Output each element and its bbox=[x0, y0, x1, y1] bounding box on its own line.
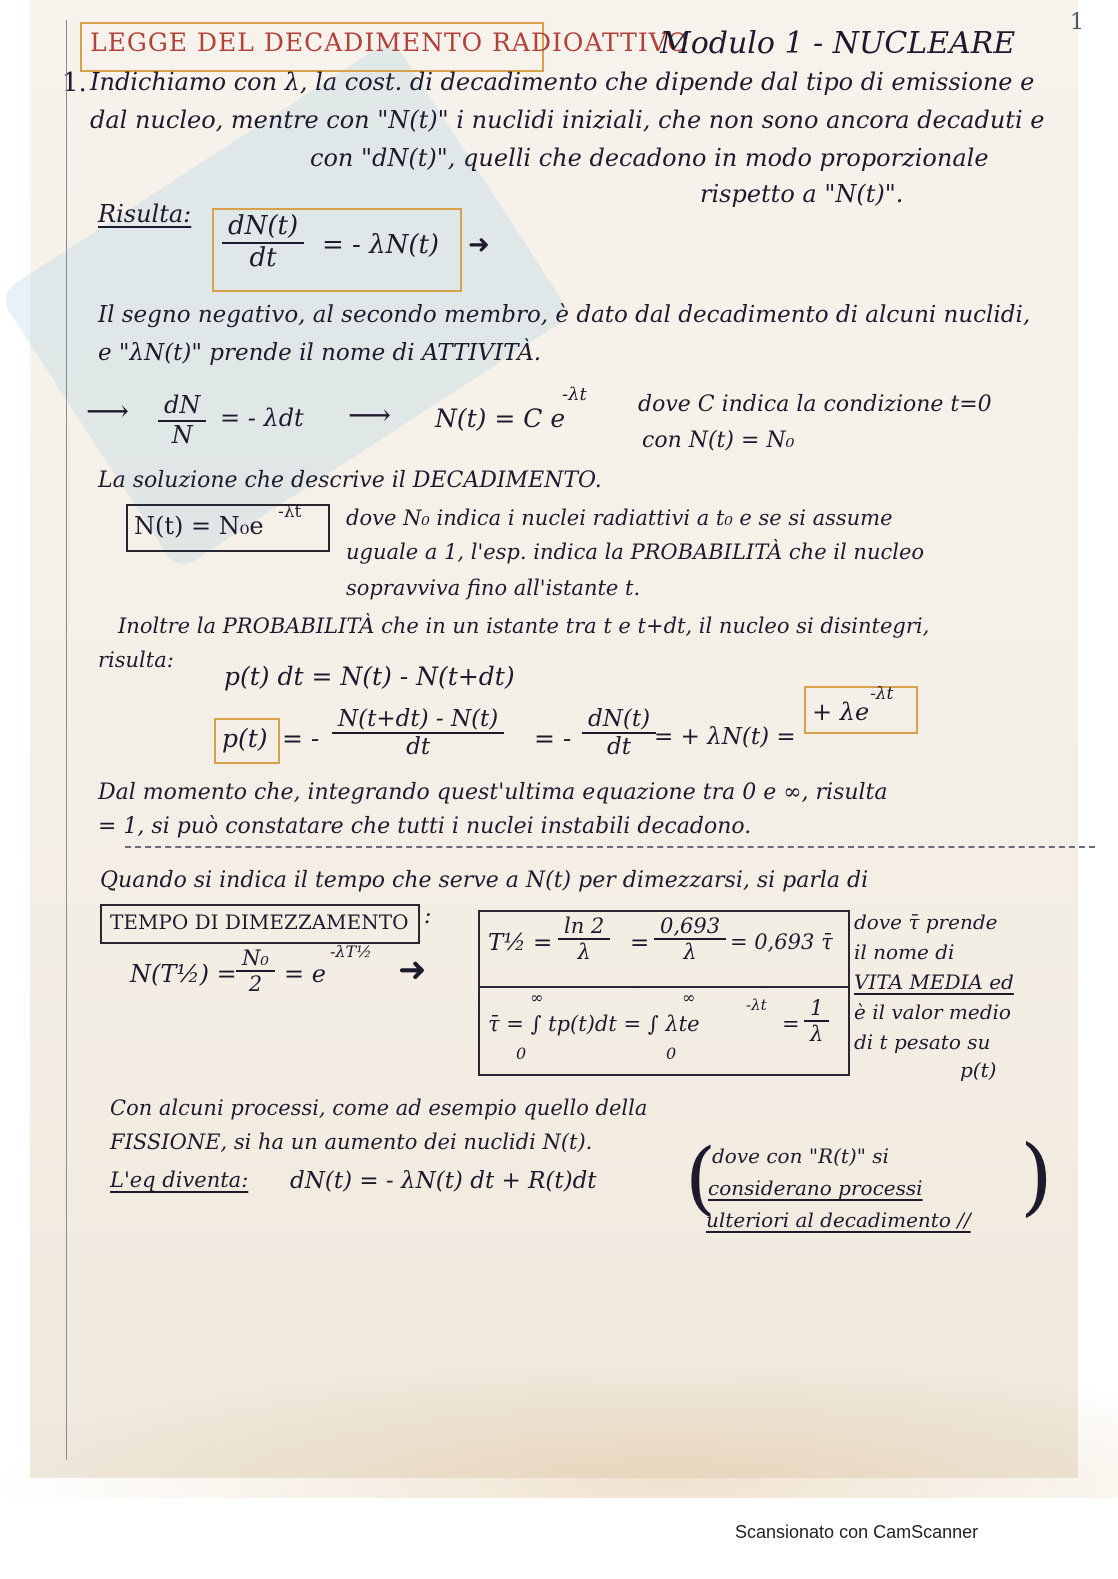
box2-fraction bbox=[804, 996, 829, 1046]
scanned-page bbox=[30, 0, 1084, 1478]
halflife-label: TEMPO DI DIMEZZAMENTO bbox=[110, 910, 409, 934]
eq2-left-arrow: ⟶ bbox=[86, 394, 130, 429]
fission-equation: dN(t) = - λN(t) dt + R(t)dt bbox=[290, 1168, 597, 1194]
box1-lhs: T½ = bbox=[488, 930, 553, 956]
integration-line-2: = 1, si può constatare che tutti i nuclei instabili decadono. bbox=[98, 814, 752, 839]
halflife-note-4: è il valor medio bbox=[854, 1000, 1011, 1024]
probability-eq-end: = + λN(t) = bbox=[654, 724, 796, 750]
fission-bracket-right: ) bbox=[1020, 1127, 1053, 1225]
box1-end: = 0,693 τ̄ bbox=[730, 930, 833, 954]
intro-line-4: rispetto a "N(t)". bbox=[700, 180, 904, 208]
box1-fraction-1-num: ln 2 bbox=[558, 914, 610, 940]
box1-equals: = bbox=[630, 930, 650, 956]
fission-label: L'eq diventa: bbox=[110, 1168, 249, 1192]
box2-int-lower-1: 0 bbox=[516, 1044, 527, 1063]
eq2-note-2: con N(t) = N₀ bbox=[642, 428, 795, 453]
probability-fraction-c bbox=[582, 706, 656, 761]
fission-note-2: considerano processi bbox=[708, 1176, 923, 1200]
box1-fraction-2-den: λ bbox=[683, 940, 697, 965]
halflife-eq-fraction-num: N₀ bbox=[236, 946, 275, 972]
page-number: 1 bbox=[1070, 10, 1084, 35]
fission-bracket-left: ( bbox=[685, 1131, 717, 1224]
module-title: Modulo 1 - NUCLEARE bbox=[660, 26, 1016, 61]
decay-formula: N(t) = N₀e bbox=[134, 512, 264, 540]
activity-line-1: Il segno negativo, al secondo membro, è dato dal decadimento di alcuni nuclidi, bbox=[98, 302, 1031, 328]
margin-line bbox=[66, 20, 67, 1460]
probability-fraction-b bbox=[332, 706, 504, 761]
eq2-middle-arrow: ⟶ bbox=[348, 398, 392, 433]
eq2-numerator: dN bbox=[158, 392, 206, 422]
box2-equals: = bbox=[782, 1012, 800, 1036]
halflife-line-1: Quando si indica il tempo che serve a N(t) per dimezzarsi, si parla di bbox=[100, 868, 869, 893]
eq2-denominator: N bbox=[171, 420, 193, 449]
halflife-note-5: di t pesato su bbox=[854, 1030, 991, 1054]
probability-fraction-c-num: dN(t) bbox=[582, 706, 656, 734]
dashed-divider bbox=[125, 846, 1095, 848]
probability-fraction-b-den: dt bbox=[406, 734, 431, 761]
box2-int-lower-2: 0 bbox=[666, 1044, 677, 1063]
intro-line-2: dal nucleo, mentre con "N(t)" i nuclidi iniziali, che non sono ancora decaduti e bbox=[90, 106, 1045, 134]
eq1-fraction bbox=[222, 212, 304, 274]
halflife-eq-fraction bbox=[236, 946, 275, 996]
box2-fraction-den: λ bbox=[810, 1022, 824, 1047]
probability-fraction-c-den: dt bbox=[607, 734, 631, 761]
eq1-denominator: dt bbox=[249, 242, 277, 273]
box2-exponent: -λt bbox=[746, 996, 767, 1014]
eq2-note-1: dove C indica la condizione t=0 bbox=[638, 392, 992, 417]
camscanner-footer: Scansionato con CamScanner bbox=[735, 1522, 979, 1542]
activity-line-2: e "λN(t)" prende il nome di ATTIVITÀ. bbox=[98, 340, 542, 366]
decay-note-2: uguale a 1, l'esp. indica la PROBABILITÀ che il nucleo bbox=[346, 540, 925, 564]
probability-minus-1: = - bbox=[282, 724, 320, 753]
eq1-rhs: = - λN(t) bbox=[322, 230, 440, 260]
box1-fraction-2-num: 0,693 bbox=[654, 914, 726, 940]
eq2-solution-exponent: -λt bbox=[562, 384, 587, 405]
fission-line-1: Con alcuni processi, come ad esempio quello della bbox=[110, 1096, 648, 1120]
box2-int-upper-1: ∞ bbox=[530, 988, 544, 1007]
eq1-numerator: dN(t) bbox=[222, 212, 304, 244]
halflife-eq-right-exponent: -λT½ bbox=[330, 942, 372, 961]
halflife-colon: : bbox=[424, 904, 432, 929]
eq2-solution: N(t) = C e bbox=[435, 404, 566, 433]
probability-line-2: risulta: bbox=[98, 648, 174, 672]
page-title: LEGGE DEL DECADIMENTO RADIOATTIVO bbox=[90, 28, 689, 57]
probability-fraction-b-num: N(t+dt) - N(t) bbox=[332, 706, 504, 734]
box2-int-upper-2: ∞ bbox=[682, 988, 696, 1007]
fission-note-3: ulteriori al decadimento // bbox=[706, 1208, 971, 1232]
probability-minus-2: = - bbox=[534, 724, 572, 753]
halflife-eq-fraction-den: 2 bbox=[248, 972, 263, 997]
halflife-eq-right: = e bbox=[284, 960, 326, 988]
intro-line-3: con "dN(t)", quelli che decadono in modo proporzionale bbox=[310, 144, 989, 172]
fission-note-1: dove con "R(t)" si bbox=[712, 1144, 889, 1168]
halflife-note-6: p(t) bbox=[960, 1058, 997, 1082]
eq2-fraction bbox=[158, 392, 206, 449]
fission-line-2: FISSIONE, si ha un aumento dei nuclidi N(t). bbox=[110, 1130, 593, 1154]
box1-fraction-2 bbox=[654, 914, 726, 964]
box2-fraction-num: 1 bbox=[804, 996, 829, 1022]
eq2-middle: = - λdt bbox=[220, 404, 304, 432]
intro-line-1: Indichiamo con λ, la cost. di decadimento che dipende dal tipo di emissione e bbox=[90, 68, 1035, 96]
decay-formula-exponent: -λt bbox=[278, 502, 302, 522]
decay-label: La soluzione che descrive il DECADIMENTO. bbox=[98, 468, 602, 493]
box1-fraction-1-den: λ bbox=[577, 940, 591, 965]
integration-line-1: Dal momento che, integrando quest'ultima equazione tra 0 e ∞, risulta bbox=[98, 780, 888, 805]
halflife-eq-left: N(T½) = bbox=[130, 960, 237, 988]
halflife-arrow: ➜ bbox=[398, 950, 427, 990]
box1-fraction-1 bbox=[558, 914, 610, 964]
probability-line-1: Inoltre la PROBABILITÀ che in un istante tra t e t+dt, il nucleo si disintegri, bbox=[118, 614, 930, 638]
decay-note-3: sopravviva fino all'istante t. bbox=[346, 576, 641, 600]
item-number: 1. bbox=[62, 68, 87, 98]
decay-note-1: dove N₀ indica i nuclei radiattivi a t₀ e se si assume bbox=[346, 506, 893, 530]
probability-eq-a: p(t) dt = N(t) - N(t+dt) bbox=[224, 662, 515, 691]
eq1-label: Risulta: bbox=[98, 200, 192, 228]
halflife-note-3: VITA MEDIA ed bbox=[854, 970, 1014, 994]
probability-result: + λe bbox=[812, 698, 870, 726]
halflife-note-1: dove τ̄ prende bbox=[854, 910, 998, 934]
eq1-arrow: ➜ bbox=[468, 230, 490, 260]
box2-lhs: τ̄ = ∫ tp(t)dt = ∫ λte bbox=[488, 1012, 700, 1036]
halflife-note-2: il nome di bbox=[854, 940, 955, 964]
probability-result-exponent: -λt bbox=[870, 684, 894, 704]
pt-label: p(t) bbox=[222, 724, 268, 753]
